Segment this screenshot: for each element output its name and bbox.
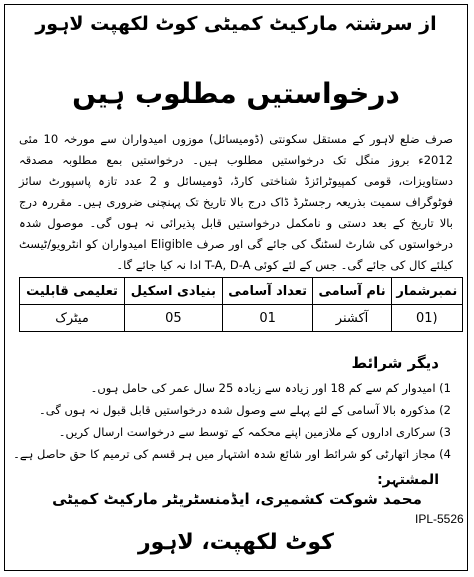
advertiser-name: محمد شوکت کشمیری، ایڈمنسٹریٹر مارکیٹ کمیٹی xyxy=(52,490,422,508)
list-item: 4) مجاز اتھارٹی کو شرائط اور شائع شدہ اشتہار میں ہر قسم کی ترمیم کا حق حاصل ہے۔ xyxy=(13,447,451,461)
body-paragraph: صرف ضلع لاہور کے مستقل سکونتی (ڈومیسائل) موزوں امیدواران سے مورخہ 10 مئی 2012ء بروز منگل تک درخواستیں مطلوب ہیں۔ درخواستیں بمع مطلوبہ مصدقہ دستاویزات، قومی کمپیوٹرائزڈ شناختی کارڈ، ڈومیسائل و 2 عدد تازہ پاسپورٹ سائز فوٹوگراف سمیت بذریعہ رجسٹرڈ ڈاک درج بالا تاریخ تک پہنچنی ضروری ہیں۔ مقررہ درج بالا تاریخ کے بعد دستی و نامکمل درخواستیں قابل پذیرائی نہ ہوں گی۔ موصول شدہ درخواستوں کی شارٹ لسٹنگ کی جائے گی اور صرف Eligible امیدواران کو انٹرویو/ٹیسٹ کیلئے کال کی جائے گی۔ جس کے لئے کوئی T-A, D-A ادا نہ کیا جائے گا۔ xyxy=(19,132,453,272)
advertisement-frame xyxy=(4,4,468,571)
conditions-list xyxy=(13,377,451,465)
table-cell: (01 xyxy=(391,305,462,332)
column-header: نام آسامی xyxy=(313,278,391,305)
table-cell: میٹرک xyxy=(20,305,125,332)
list-item: 1) امیدوار کم سے کم 18 اور زیادہ سے زیادہ 25 سال عمر کی حامل ہوں۔ xyxy=(90,381,451,395)
issuer-header: از سرشتہ مارکیٹ کمیٹی کوٹ لکھپت لاہور xyxy=(35,13,437,35)
ad-code: IPL-5526 xyxy=(415,512,464,526)
list-item: 3) سرکاری اداروں کے ملازمین اپنے محکمہ کے توسط سے درخواست ارسال کریں۔ xyxy=(58,425,451,439)
footer-place: کوٹ لکھپت، لاہور xyxy=(138,530,334,555)
advertiser-label: المشتہر: xyxy=(377,472,439,488)
headline: درخواستیں مطلوب ہیں xyxy=(72,77,400,110)
table-cell: 01 xyxy=(222,305,313,332)
table-row xyxy=(20,305,463,332)
column-header: نمبرشمار xyxy=(391,278,462,305)
conditions-title: دیگر شرائط xyxy=(351,354,439,372)
posts-table xyxy=(19,277,463,332)
column-header: بنیادی اسکیل xyxy=(125,278,223,305)
table-cell: 05 xyxy=(125,305,223,332)
column-header: تعداد آسامی xyxy=(222,278,313,305)
table-cell: آکشنر xyxy=(313,305,391,332)
table-header-row xyxy=(20,278,463,305)
list-item: 2) مذکورہ بالا آسامی کے لئے پہلے سے وصول شدہ درخواستیں قابل قبول نہ ہوں گی۔ xyxy=(39,403,451,417)
column-header: تعلیمی قابلیت xyxy=(20,278,125,305)
